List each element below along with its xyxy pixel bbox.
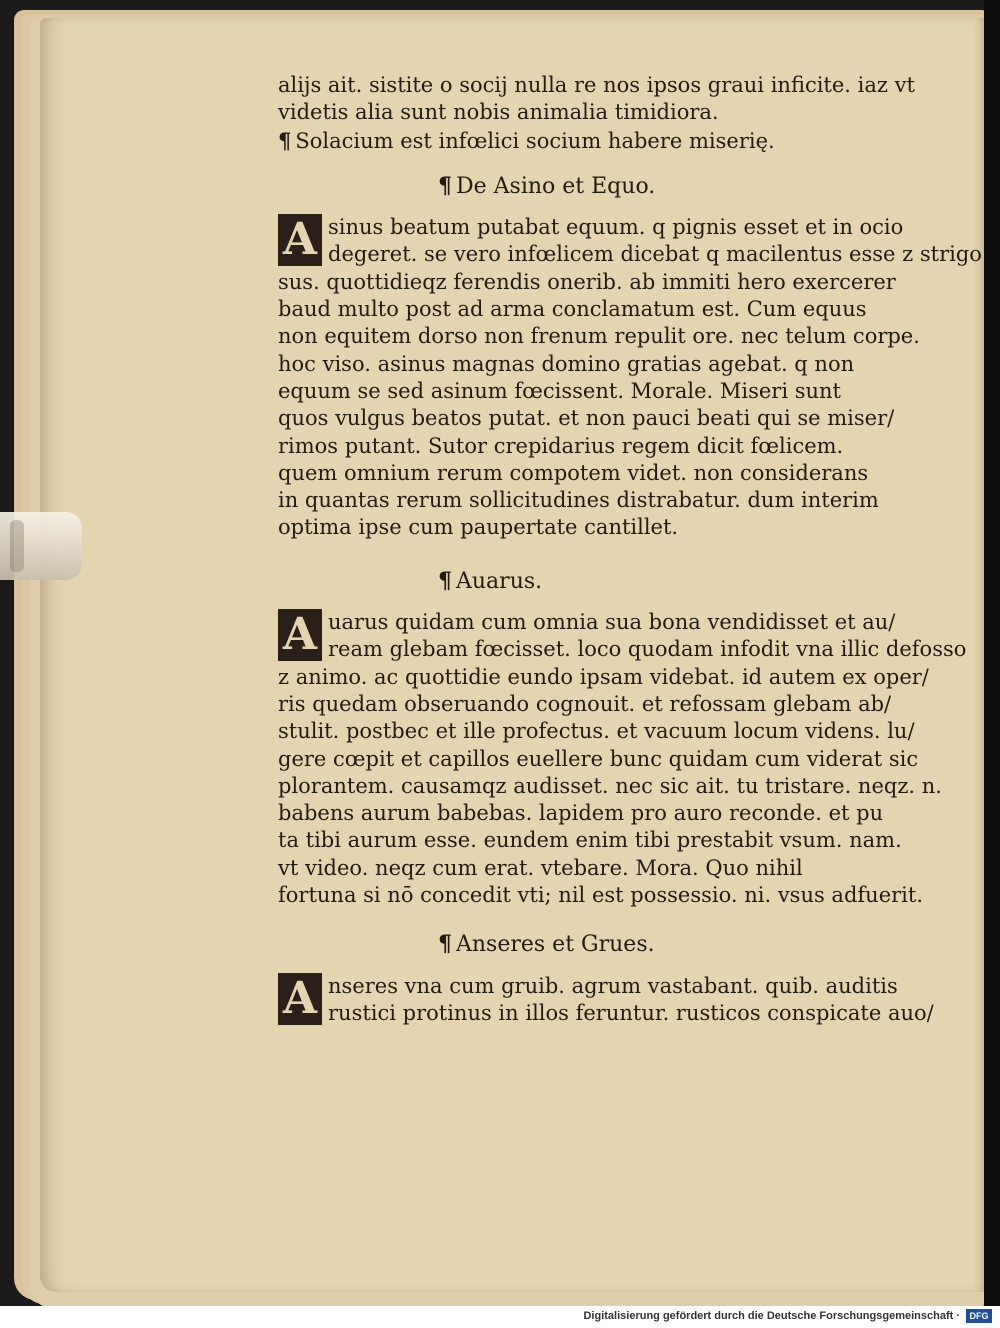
text-line: equum se sed asinum fœcissent. Morale. Miseri sunt xyxy=(278,378,841,403)
text-line: vt video. neqz cum erat. vtebare. Mora. Quo nihil xyxy=(278,855,803,880)
text-line: degeret. se vero infœlicem dicebat q macilentus esse z strigo xyxy=(328,242,982,267)
text-line: hoc viso. asinus magnas domino gratias agebat. q non xyxy=(278,351,855,376)
text-line: optima ipse cum paupertate cantillet. xyxy=(278,515,679,540)
text-line: ta tibi aurum esse. eundem enim tibi prestabit vsum. nam. xyxy=(278,828,902,853)
text-line: ream glebam fœcisset. loco quodam infodit vna illic defosso xyxy=(328,637,967,662)
text-line: rimos putant. Sutor crepidarius regem dicit fœlicem. xyxy=(278,433,844,458)
text-line: babens aurum babebas. lapidem pro auro reconde. et pu xyxy=(278,801,884,826)
paragraph-mark-icon: ¶ xyxy=(438,567,452,594)
initial-letter: A xyxy=(278,973,322,1025)
text-line: ris quedam obseruando cognouit. et refossam glebam ab/ xyxy=(278,691,892,716)
text-line: rustici protinus in illos feruntur. rusticos conspicate auo/ xyxy=(328,1000,934,1025)
text-line: quem omnium rerum compotem videt. non considerans xyxy=(278,460,869,485)
paragraph-mark-icon: ¶ xyxy=(438,172,452,199)
footer-bar xyxy=(0,1306,1000,1328)
fable-paragraph xyxy=(278,214,982,542)
text-line: sinus beatum putabat equum. q pignis esset et in ocio xyxy=(328,215,904,240)
text-line: alijs ait. sistite o socij nulla re nos ipsos graui inficite. iaz vt xyxy=(278,73,915,97)
text-line: stulit. postbec et ille profectus. et vacuum locum videns. lu/ xyxy=(278,719,915,744)
text-line: plorantem. causamqz audisset. nec sic ait. tu tristare. neqz. n. xyxy=(278,773,942,798)
text-line: z animo. ac quottidie eundo ipsam videbat. id autem ex oper/ xyxy=(278,664,929,689)
section-heading xyxy=(278,931,948,958)
heading-text: Anseres et Grues. xyxy=(456,932,655,958)
page-text xyxy=(278,72,982,1027)
text-line: uarus quidam cum omnia sua bona vendidisset et au/ xyxy=(328,610,896,635)
text-line: quos vulgus beatos putat. et non pauci beati qui se miser/ xyxy=(278,406,895,431)
heading-text: Auarus. xyxy=(456,568,543,594)
dfg-logo: DFG xyxy=(966,1309,992,1323)
page-clip xyxy=(0,512,82,580)
text-line: non equitem dorso non frenum repulit ore. nec telum corpe. xyxy=(278,324,920,349)
text-line: nseres vna cum gruib. agrum vastabant. quib. auditis xyxy=(328,973,898,998)
text-line: fortuna si nō concedit vti; nil est possessio. ni. vsus adfuerit. xyxy=(278,883,923,908)
initial-letter: A xyxy=(278,609,322,661)
binding-shadow xyxy=(984,0,1000,1306)
fable-paragraph xyxy=(278,973,948,1028)
text-line: baud multo post ad arma conclamatum est. Cum equus xyxy=(278,297,867,322)
moral-line xyxy=(278,127,948,155)
section-heading xyxy=(278,568,948,595)
heading-text: De Asino et Equo. xyxy=(456,173,656,199)
paragraph-mark-icon: ¶ xyxy=(278,127,292,153)
text-line: gere cœpit et capillos euellere bunc quidam cum viderat sic xyxy=(278,746,919,771)
moral-text: Solacium est infœlici socium habere miserię. xyxy=(295,128,775,153)
section-heading xyxy=(278,173,948,200)
funding-credit: Digitalisierung gefördert durch die Deutsche Forschungsgemeinschaft · xyxy=(583,1310,960,1322)
paragraph-mark-icon: ¶ xyxy=(438,931,452,958)
initial-letter: A xyxy=(278,214,322,266)
text-line: in quantas rerum sollicitudines distrabatur. dum interim xyxy=(278,488,879,513)
text-line: videtis alia sunt nobis animalia timidiora. xyxy=(278,100,719,125)
text-line: sus. quottidieqz ferendis onerib. ab immiti hero exercerer xyxy=(278,269,896,294)
fable-paragraph xyxy=(278,609,967,909)
